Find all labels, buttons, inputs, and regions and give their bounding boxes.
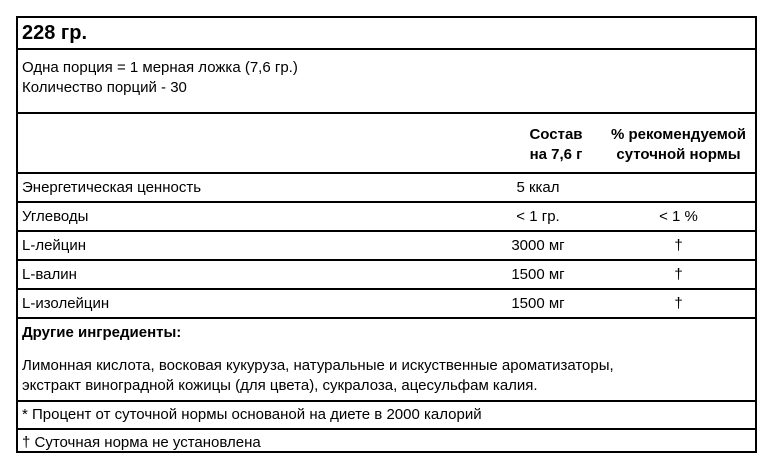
nutrient-amount: 1500 мг [511, 266, 565, 283]
nutrient-name: Углеводы [22, 208, 89, 225]
table-header [18, 114, 755, 174]
nutrient-name: L-изолейцин [22, 295, 110, 312]
nutrient-daily-value: † [674, 295, 683, 312]
table-row [18, 203, 755, 232]
other-ingredients [18, 319, 755, 402]
table-row [18, 174, 755, 203]
serving-info [18, 50, 755, 114]
other-ingredients-heading: Другие ингредиенты: [22, 324, 182, 341]
servings-count: Количество порций - 30 [22, 79, 187, 96]
nutrient-daily-value: † [674, 237, 683, 254]
serving-size: Одна порция = 1 мерная ложка (7,6 гр.) [22, 59, 298, 76]
nutrient-name: L-валин [22, 266, 77, 283]
amount-column-header: Состав на 7,6 г [529, 126, 583, 163]
daily-value-column-header: % рекомендуемой суточной нормы [610, 126, 747, 163]
table-row [18, 232, 755, 261]
footnote-daily-value: * Процент от суточной нормы основаной на диете в 2000 калорий [18, 402, 755, 430]
nutrient-amount: < 1 гр. [516, 208, 560, 225]
table-row [18, 290, 755, 319]
package-weight: 228 гр. [18, 18, 755, 50]
nutrient-amount: 3000 мг [511, 237, 565, 254]
nutrient-daily-value: † [674, 266, 683, 283]
other-ingredients-list: Лимонная кислота, восковая кукуруза, натуральные и искуственные ароматизаторы, экстракт виноградной кожицы (для цвета), сукралоза, ацесульфам калия. [22, 357, 614, 394]
nutrient-amount: 5 ккал [516, 179, 560, 196]
nutrient-amount: 1500 мг [511, 295, 565, 312]
nutrition-label [16, 16, 757, 453]
nutrient-name: L-лейцин [22, 237, 87, 254]
table-row [18, 261, 755, 290]
nutrient-name: Энергетическая ценность [22, 179, 202, 196]
nutrient-daily-value: < 1 % [659, 208, 698, 225]
footnote-not-established: † Суточная норма не установлена [22, 434, 261, 451]
